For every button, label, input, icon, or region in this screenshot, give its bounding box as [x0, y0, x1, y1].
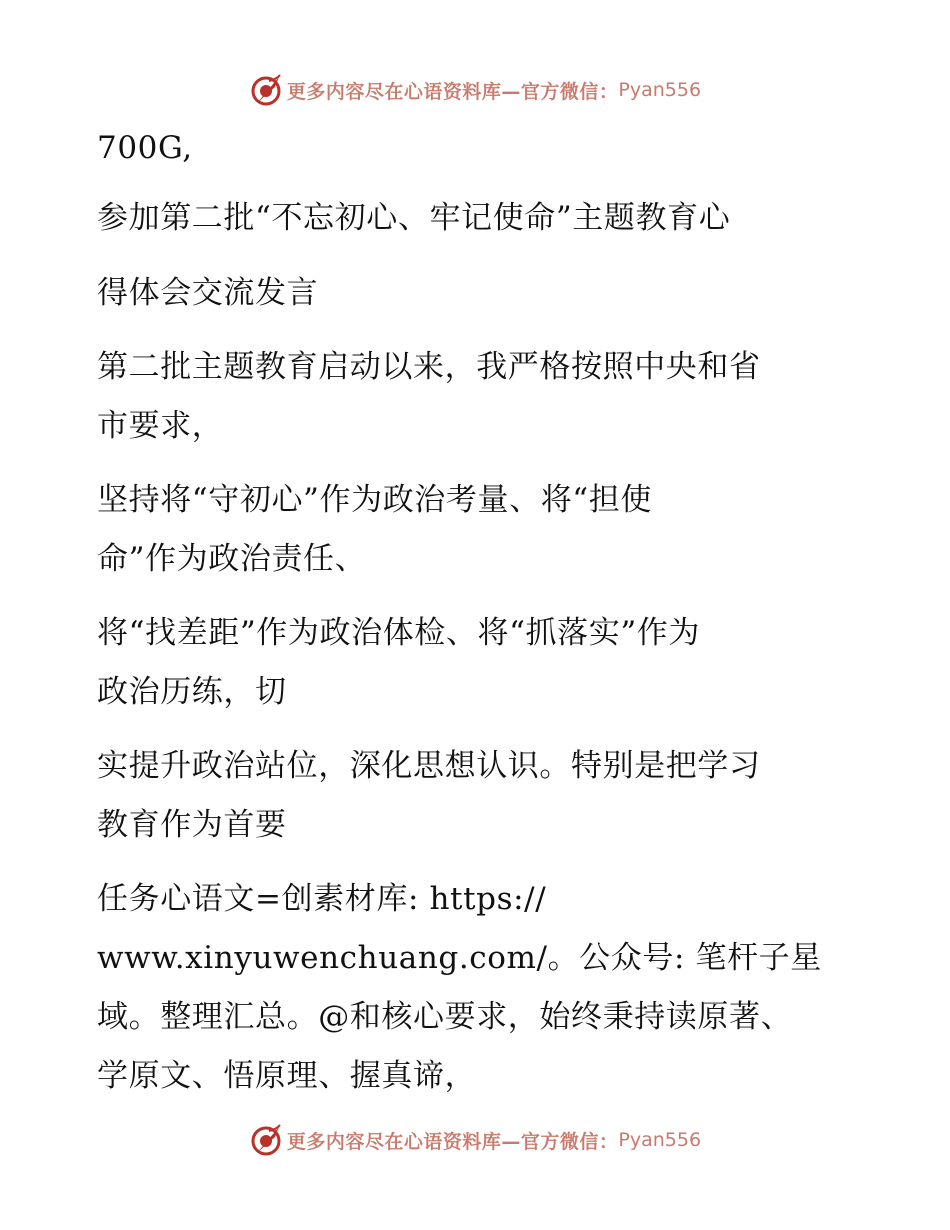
quill-logo-icon: [249, 1123, 283, 1157]
body-line: 得体会交流发言: [97, 275, 319, 311]
body-line: 将“找差距”作为政治体检、将“抓落实”作为: [97, 615, 700, 651]
body-line: 市要求，: [97, 408, 224, 444]
body-line: 第二批主题教育启动以来，我严格按照中央和省: [97, 349, 761, 385]
body-line: 学原文、悟原理、握真谛，: [97, 1058, 477, 1094]
body-line: 教育作为首要: [97, 807, 287, 843]
footer-watermark-text: 更多内容尽在心语资料库—官方微信：: [286, 1130, 619, 1153]
body-line: 域。整理汇总。@和核心要求，始终秉持读原著、: [97, 999, 793, 1035]
body-line: 命”作为政治责任、: [97, 541, 367, 577]
body-line: 参加第二批“不忘初心、牢记使命”主题教育心: [97, 200, 731, 236]
footer-watermark-banner: [0, 1120, 950, 1160]
header-wechat-id: Pyan556: [618, 79, 702, 101]
body-line: www.xinyuwenchuang.com/。公众号: 笔杆子星: [97, 940, 822, 976]
footer-wechat-id: Pyan556: [618, 1129, 702, 1151]
header-watermark-text: 更多内容尽在心语资料库—官方微信：: [286, 80, 619, 103]
body-line: 任务心语文=创素材库: https://: [97, 881, 547, 917]
body-line: 实提升政治站位，深化思想认识。特别是把学习: [97, 748, 761, 784]
body-line: 700G,: [97, 130, 193, 166]
header-watermark-banner: [0, 70, 950, 110]
body-line: 坚持将“守初心”作为政治考量、将“担使: [97, 482, 652, 518]
quill-logo-icon: [249, 73, 283, 107]
body-line: 政治历练，切: [97, 674, 287, 710]
